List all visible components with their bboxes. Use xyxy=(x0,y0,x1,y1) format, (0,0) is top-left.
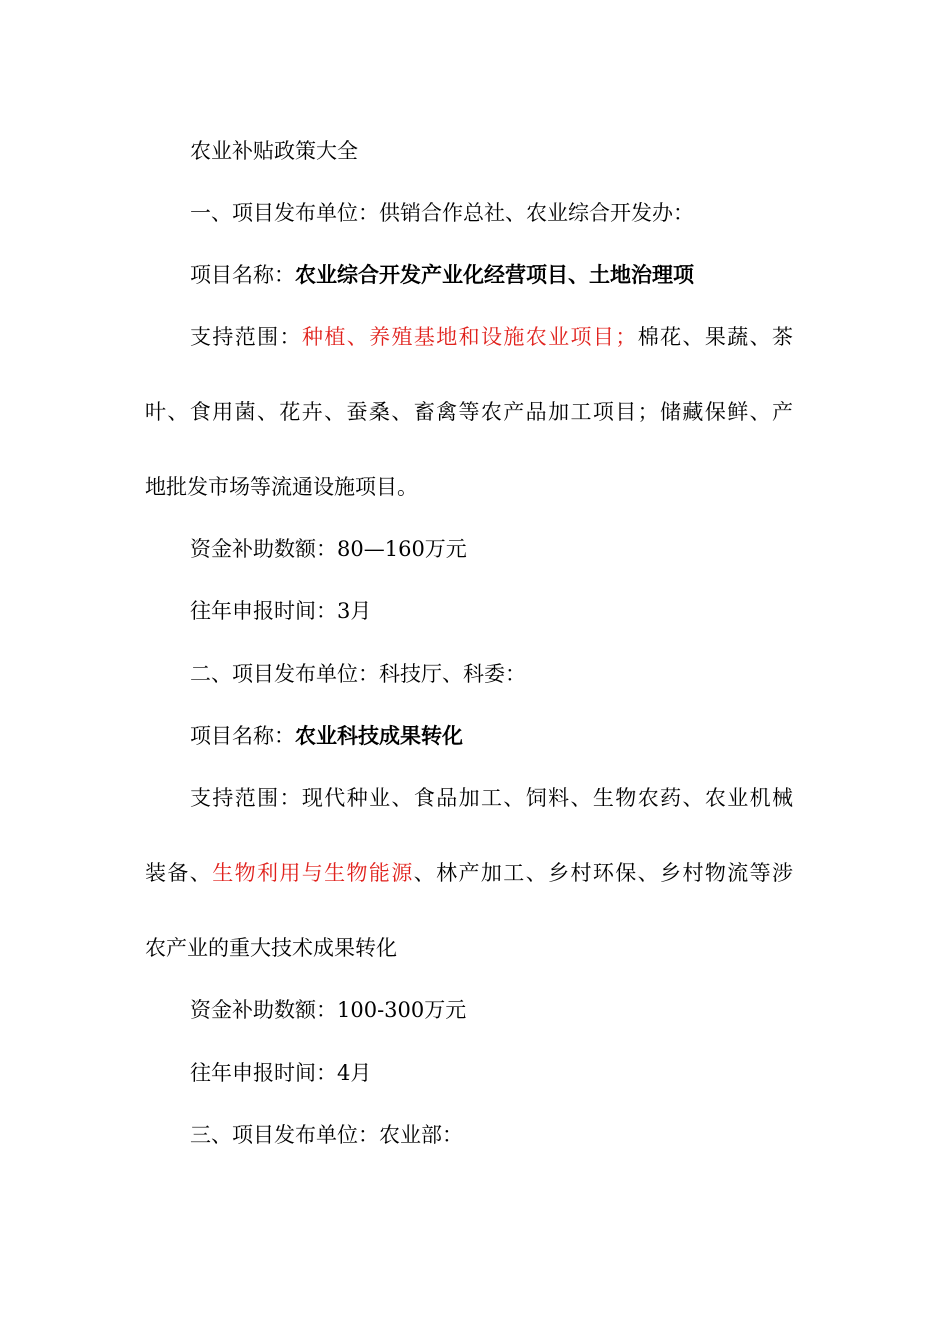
section-2-scope-line-1: 支持范围：现代种业、食品加工、饲料、生物农药、农业机械 xyxy=(190,786,793,810)
section-1-scope-line-2: 叶、食用菌、花卉、蚕桑、畜禽等农产品加工项目；储藏保鲜、产 xyxy=(145,400,793,424)
project-name-label: 项目名称： xyxy=(190,263,295,287)
section-2-funding: 资金补助数额：100-300万元 xyxy=(190,998,467,1022)
scope-text-a: 装备、 xyxy=(145,861,213,885)
section-1-heading: 一、项目发布单位：供销合作总社、农业综合开发办： xyxy=(190,201,694,225)
project-name-value: 农业综合开发产业化经营项目、土地治理项 xyxy=(295,262,694,287)
scope-rest: 棉花、果蔬、茶 xyxy=(636,325,794,349)
section-1-funding: 资金补助数额：80—160万元 xyxy=(190,537,467,561)
project-name-label: 项目名称： xyxy=(190,724,295,748)
section-3-heading: 三、项目发布单位：农业部： xyxy=(190,1123,463,1147)
section-1-project-name xyxy=(190,261,850,289)
section-1-application-time: 往年申报时间：3月 xyxy=(190,599,372,623)
section-2-heading: 二、项目发布单位：科技厅、科委： xyxy=(190,662,526,686)
section-2-application-time: 往年申报时间：4月 xyxy=(190,1061,372,1085)
section-2-scope-line-3: 农产业的重大技术成果转化 xyxy=(145,936,397,960)
section-2-scope-line-2 xyxy=(145,859,793,887)
section-1-scope-line-1 xyxy=(190,323,793,351)
project-name-value: 农业科技成果转化 xyxy=(295,723,463,748)
scope-highlight: 种植、养殖基地和设施农业项目； xyxy=(301,325,637,349)
section-2-project-name xyxy=(190,722,850,750)
section-1-scope-line-3: 地批发市场等流通设施项目。 xyxy=(145,475,418,499)
scope-text-b: 、林产加工、乡村环保、乡村物流等涉 xyxy=(413,861,794,885)
document-title: 农业补贴政策大全 xyxy=(190,139,358,163)
scope-label: 支持范围： xyxy=(190,325,302,349)
scope-highlight: 生物利用与生物能源 xyxy=(212,861,414,885)
